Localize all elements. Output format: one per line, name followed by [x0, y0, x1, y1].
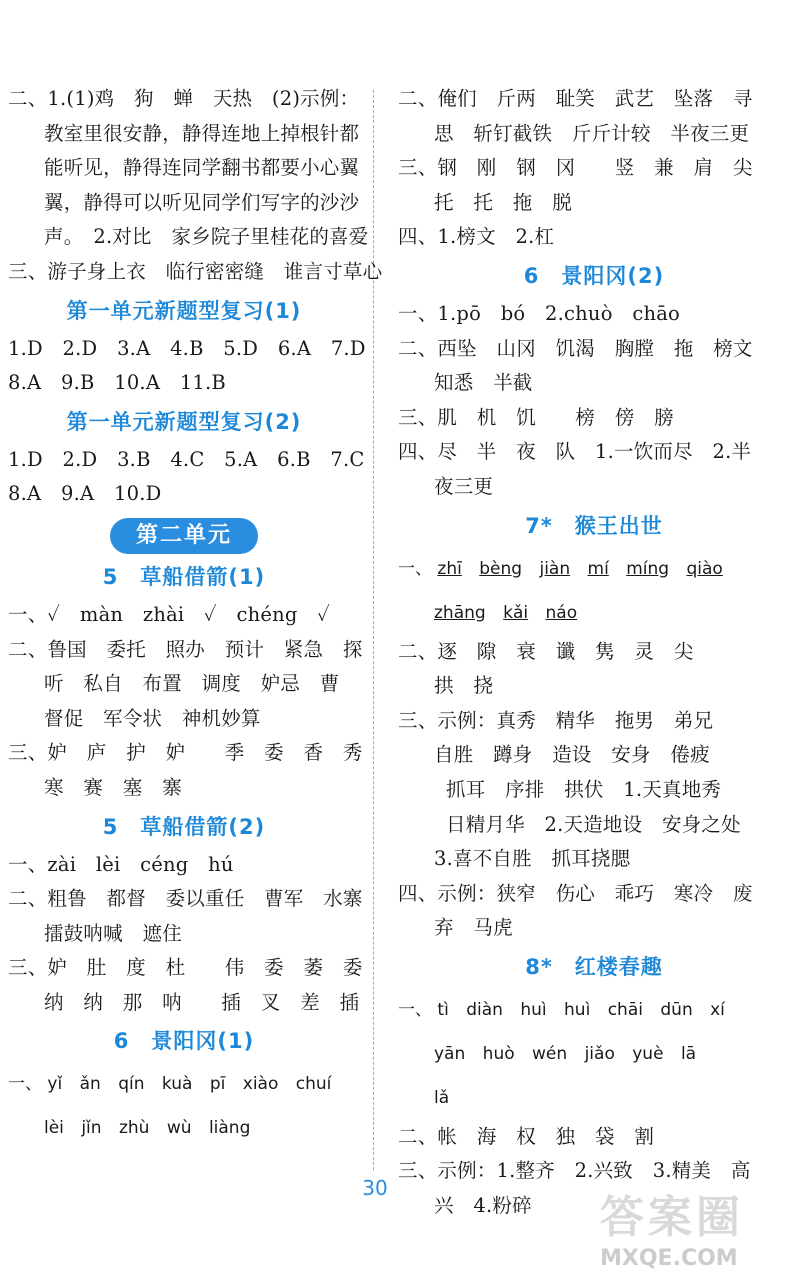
- pinyin-answer: jiàn: [539, 558, 571, 579]
- answer-line: 二、俺们 斤两 耻笑 武艺 坠落 寻: [398, 87, 753, 110]
- pinyin-answer: wù: [166, 1118, 192, 1139]
- column-divider: [373, 90, 374, 1170]
- pinyin-answer: míng: [626, 558, 670, 579]
- answer-line: 三、示例：真秀 精华 拖男 弟兄: [398, 708, 714, 732]
- answer-line: 8.A 9.A 10.D: [8, 482, 162, 506]
- pinyin-answer: yān: [434, 1043, 466, 1064]
- section-heading: 7* 猴王出世: [525, 513, 663, 538]
- answer-line: 教室里很安静，静得连地上掉根针都: [44, 121, 360, 145]
- pinyin-answer: zhī: [437, 558, 462, 579]
- answer-line: 三、肌 机 饥 榜 傍 膀: [398, 405, 674, 429]
- page-number: 30: [362, 1176, 388, 1200]
- pinyin-row: [8, 1062, 360, 1106]
- pinyin-answer: huò: [482, 1043, 515, 1064]
- pinyin-answer: yuè: [632, 1043, 664, 1064]
- answer-line: 3.喜不自胜 抓耳挠腮: [434, 847, 631, 871]
- question-prefix: 一、: [398, 558, 432, 579]
- pinyin-answer: wén: [532, 1043, 568, 1064]
- answer-line: 知悉 半截: [434, 371, 533, 395]
- pinyin-answer: pī: [209, 1074, 226, 1095]
- answer-line: 寒 赛 塞 寨: [44, 775, 182, 799]
- answer-line: 自胜 蹲身 造设 安身 倦疲: [434, 743, 710, 767]
- pinyin-answer: liàng: [208, 1118, 251, 1139]
- pinyin-answer: náo: [545, 602, 578, 623]
- answer-line: 思 斩钉截铁 斤斤计较 半夜三更: [434, 121, 750, 145]
- answer-line: 三、游子身上衣 临行密密缝 谁言寸草心: [8, 259, 383, 283]
- pinyin-answer: xí: [710, 999, 725, 1020]
- pinyin-row: [398, 1032, 790, 1076]
- answer-line: 兴 4.粉碎: [434, 1194, 532, 1218]
- left-column: [8, 82, 383, 1150]
- pinyin-answer: lā: [680, 1043, 697, 1064]
- pinyin-row: [398, 1076, 790, 1120]
- right-column: [398, 82, 790, 1224]
- answer-line: 抓耳 序排 拱伏 1.天真地秀: [446, 777, 722, 801]
- pinyin-answer: mí: [587, 558, 609, 579]
- watermark-text: 答案圈: [600, 1192, 744, 1243]
- pinyin-row: [398, 591, 790, 635]
- pinyin-answer: jiǎo: [584, 1043, 615, 1064]
- pinyin-answer: tì: [437, 999, 449, 1020]
- answer-line: 二、逐 隙 衰 谶 隽 灵 尖: [398, 639, 694, 663]
- pinyin-answer: kǎi: [503, 602, 529, 623]
- pinyin-answer: huì: [520, 999, 547, 1020]
- pinyin-answer: qín: [118, 1074, 145, 1095]
- pinyin-answer: lèi: [44, 1118, 64, 1139]
- answer-line: 弃 马虎: [434, 916, 513, 940]
- answer-line: 纳 纳 那 呐 插 叉 差 插: [44, 990, 360, 1014]
- question-prefix: 一、: [398, 999, 432, 1020]
- pinyin-answer: chāi: [607, 999, 643, 1020]
- pinyin-answer: bèng: [479, 558, 523, 579]
- answer-line: 三、钢 刚 钢 冈 竖 兼 肩 尖: [398, 156, 753, 180]
- section-heading: 第一单元新题型复习(2): [66, 409, 302, 434]
- answer-line: 二、1.(1)鸡 狗 蝉 天热 (2)示例：: [8, 87, 360, 110]
- answer-line: 二、西坠 山冈 饥渴 胸膛 拖 榜文: [398, 336, 753, 360]
- pinyin-answer: yǐ: [47, 1074, 63, 1095]
- answer-line: 拱 挠: [434, 674, 494, 698]
- pinyin-answer: zhù: [118, 1118, 150, 1139]
- question-prefix: 一、: [8, 1074, 42, 1095]
- answer-line: 二、鲁国 委托 照办 预计 紧急 探: [8, 637, 363, 661]
- pinyin-answer: dūn: [660, 999, 693, 1020]
- pinyin-row: [398, 988, 790, 1032]
- answer-line: 督促 军令状 神机妙算: [44, 706, 261, 730]
- answer-line: 一、zài lèi céng hú: [8, 852, 234, 876]
- section-heading: 6 景阳冈(2): [523, 263, 665, 288]
- answer-line: 一、✓ màn zhài ✓ chéng ✓: [8, 602, 331, 626]
- answer-line: 托 托 拖 脱: [434, 190, 572, 214]
- section-heading: 6 景阳冈(1): [113, 1029, 255, 1054]
- pinyin-answer: jǐn: [81, 1118, 102, 1139]
- answer-line: 一、1.pō bó 2.chuò chāo: [398, 301, 680, 325]
- pinyin-answer: lǎ: [434, 1087, 450, 1108]
- answer-line: 三、妒 庐 护 妒 季 委 香 秀: [8, 741, 363, 765]
- section-heading: 第一单元新题型复习(1): [66, 298, 302, 323]
- answer-line: 日精月华 2.天造地设 安身之处: [446, 812, 741, 836]
- answer-line: 擂鼓呐喊 遮住: [44, 921, 182, 945]
- pinyin-answer: zhāng: [434, 602, 486, 623]
- section-heading: 5 草船借箭(1): [102, 564, 266, 589]
- watermark-logo: [600, 1190, 790, 1278]
- answer-line: 声。 2.对比 家乡院子里桂花的喜爱: [44, 225, 369, 249]
- pinyin-answer: ǎn: [79, 1074, 101, 1095]
- answer-line: 听 私自 布置 调度 妒忌 曹: [44, 672, 340, 696]
- watermark-url: MXQE.COM: [600, 1246, 738, 1271]
- answer-line: 翼，静得可以听见同学们写字的沙沙: [44, 190, 360, 214]
- pinyin-answer: chuí: [295, 1074, 332, 1095]
- pinyin-answer: huì: [564, 999, 591, 1020]
- answer-line: 8.A 9.B 10.A 11.B: [8, 371, 226, 395]
- answer-line: 三、示例：1.整齐 2.兴致 3.精美 高: [398, 1159, 751, 1183]
- pinyin-row: [8, 1106, 360, 1150]
- answer-line: 1.D 2.D 3.A 4.B 5.D 6.A 7.D: [8, 336, 366, 360]
- answer-line: 四、1.榜文 2.杠: [398, 225, 555, 249]
- pinyin-answer: diàn: [466, 999, 503, 1020]
- unit-badge-wrap: [8, 512, 360, 556]
- answer-line: 能听见，静得连同学翻书都要小心翼: [44, 156, 360, 180]
- pinyin-answer: qiào: [686, 558, 723, 579]
- section-heading: 5 草船借箭(2): [102, 814, 266, 839]
- answer-line: 二、粗鲁 都督 委以重任 曹军 水寨: [8, 887, 363, 911]
- section-heading: 8* 红楼春趣: [525, 954, 663, 979]
- answer-line: 夜三更: [434, 474, 494, 498]
- answer-line: 三、妒 肚 度 杜 伟 委 萎 委: [8, 956, 363, 980]
- answer-line: 四、尽 半 夜 队 1.一饮而尽 2.半: [398, 440, 752, 464]
- answer-line: 四、示例：狭窄 伤心 乖巧 寒冷 废: [398, 881, 753, 905]
- answer-line: 1.D 2.D 3.B 4.C 5.A 6.B 7.C: [8, 447, 365, 471]
- pinyin-answer: kuà: [161, 1074, 193, 1095]
- answer-line: 二、帐 海 权 独 袋 割: [398, 1124, 655, 1148]
- pinyin-row: [398, 547, 790, 591]
- unit-badge: 第二单元: [110, 518, 258, 554]
- pinyin-answer: xiào: [242, 1074, 279, 1095]
